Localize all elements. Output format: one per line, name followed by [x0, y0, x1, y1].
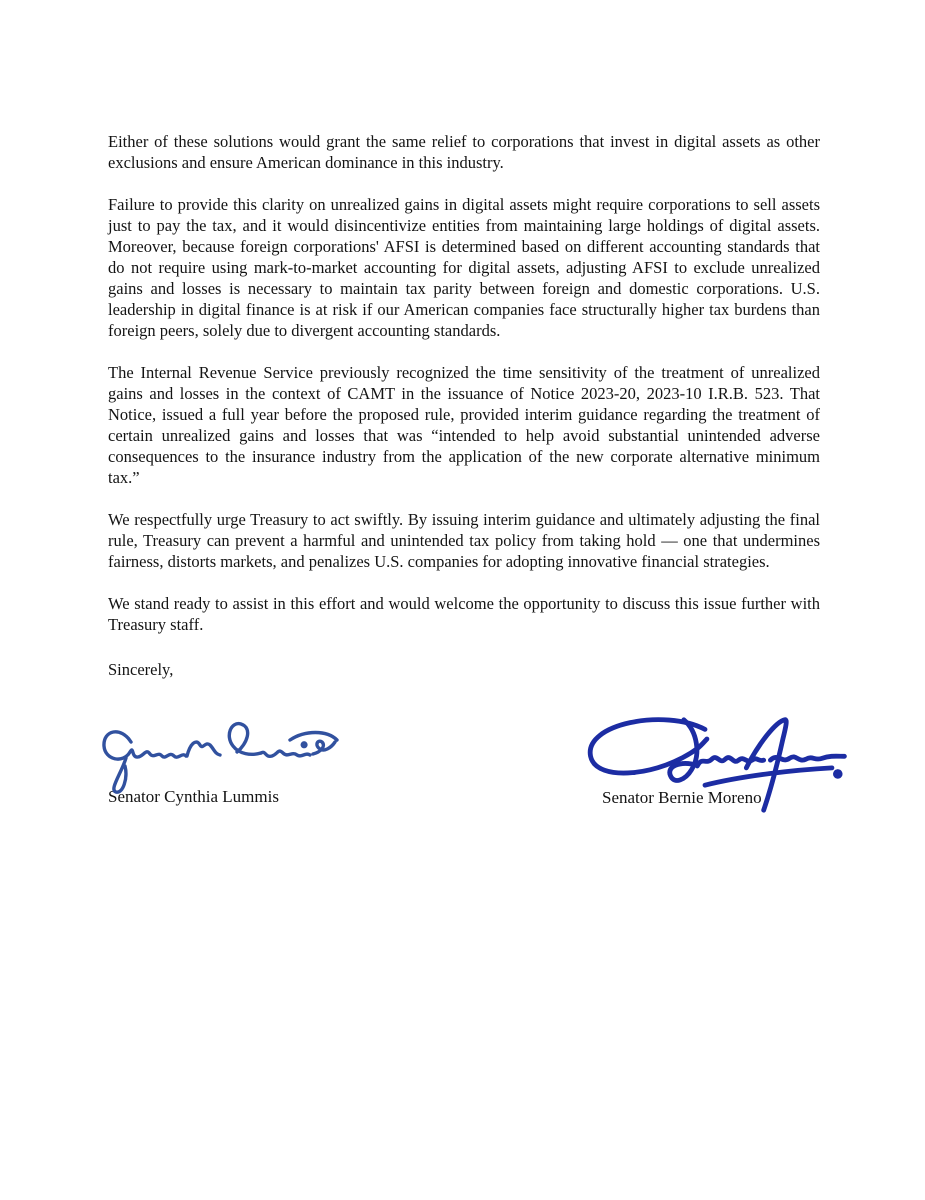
paragraph-3: The Internal Revenue Service previously recognized the time sensitivity of the treatment of unrealized gains and losses in the context of CAMT in the issuance of Notice 2023-20, 2023-10 I.R.B. 523. That Notice, issued a full year before the proposed rule, provided interim guidance regarding the treatment of certain unrealized gains and losses that was “intended to help avoid substantial unintended adverse consequences to the insurance industry from the application of the new corporate alternative minimum tax.” — [108, 363, 820, 487]
paragraph-1: Either of these solutions would grant the same relief to corporations that invest in digital assets as other exclusions and ensure American dominance in this industry. — [108, 132, 820, 172]
signatory-name-moreno: Senator Bernie Moreno — [602, 788, 762, 807]
signatory-name-lummis: Senator Cynthia Lummis — [108, 787, 279, 806]
letter-body — [108, 131, 820, 680]
paragraph-2: Failure to provide this clarity on unrealized gains in digital assets might require corporations to sell assets just to pay the tax, and it would disincentivize entities from maintaining large holdings of digital assets. Moreover, because foreign corporations' AFSI is determined based on different accounting standards that do not require using mark-to-market accounting for digital assets, adjusting AFSI to exclude unrealized gains and losses is necessary to maintain tax parity between foreign and domestic corporations. U.S. leadership in digital finance is at risk if our American companies face structurally higher tax burdens than foreign peers, solely due to divergent accounting standards. — [108, 195, 820, 340]
signature-cynthia-lummis — [108, 714, 368, 807]
paragraph-5: We stand ready to assist in this effort and would welcome the opportunity to discuss this issue further with Treasury staff. — [108, 594, 820, 634]
closing-salutation: Sincerely, — [108, 660, 174, 679]
paragraph-4: We respectfully urge Treasury to act swiftly. By issuing interim guidance and ultimately adjusting the final rule, Treasury can prevent a harmful and unintended tax policy from taking hold — one that undermines fairness, distorts markets, and penalizes U.S. companies for adopting innovative financial strategies. — [108, 510, 820, 571]
signature-block — [108, 714, 820, 808]
signature-bernie-moreno — [553, 714, 853, 808]
